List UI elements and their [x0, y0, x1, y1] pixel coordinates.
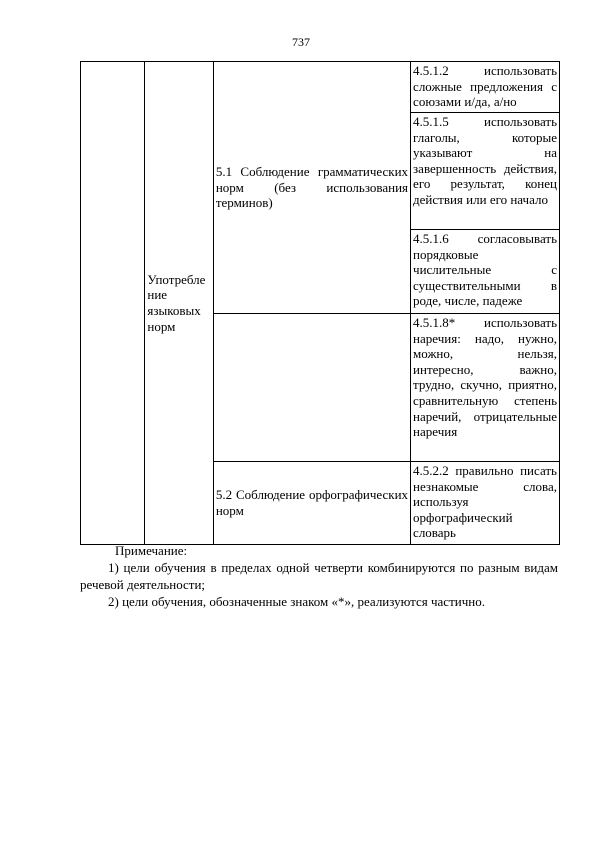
goal-cell — [411, 314, 560, 462]
category-label: Употребле ние языковых норм — [147, 271, 206, 334]
curriculum-table — [80, 61, 560, 545]
goal-cell — [411, 462, 560, 545]
goal-4-5-2-2: 4.5.2.2 правильно писать незнакомые слова, используя орфографический словарь — [413, 463, 557, 541]
subgoal-cell-grammar — [213, 62, 410, 314]
category-cell — [145, 62, 213, 545]
goal-4-5-1-5: 4.5.1.5 использовать глаголы, которые указывают на завершенность действия, его результат, конец действия или его начало — [413, 114, 557, 207]
goal-cell — [411, 113, 560, 230]
goal-cell — [411, 62, 560, 113]
subgoal-grammar-text: 5.1 Соблюдение грамматических норм (без использования терминов) — [215, 164, 409, 211]
goal-4-5-1-6: 4.5.1.6 согласовывать порядковые числительные с существительными в роде, числе, падеже — [413, 231, 557, 309]
page-number: 737 — [292, 35, 310, 49]
empty-subgoal-cell — [213, 314, 410, 462]
goal-cell — [411, 230, 560, 314]
notes-title: Примечание: — [115, 543, 188, 558]
goal-4-5-1-2: 4.5.1.2 использовать сложные предложения с союзами и/да, а/но — [413, 63, 557, 110]
note-item-1: 1) цели обучения в пределах одной четверти комбинируются по разным видам речевой деятельности; — [80, 560, 558, 592]
subgoal-cell-spelling — [213, 462, 410, 545]
section-cell — [81, 62, 145, 545]
note-item-2: 2) цели обучения, обозначенные знаком «*», реализуются частично. — [108, 594, 485, 609]
notes-section — [80, 542, 558, 610]
subgoal-spelling-text: 5.2 Соблюдение орфографических норм — [215, 487, 409, 518]
goal-4-5-1-8: 4.5.1.8* использовать наречия: надо, нужно, можно, нельзя, интересно, важно, трудно, скучно, приятно, сравнительную степень наречий, отрицательные наречия — [413, 315, 557, 440]
